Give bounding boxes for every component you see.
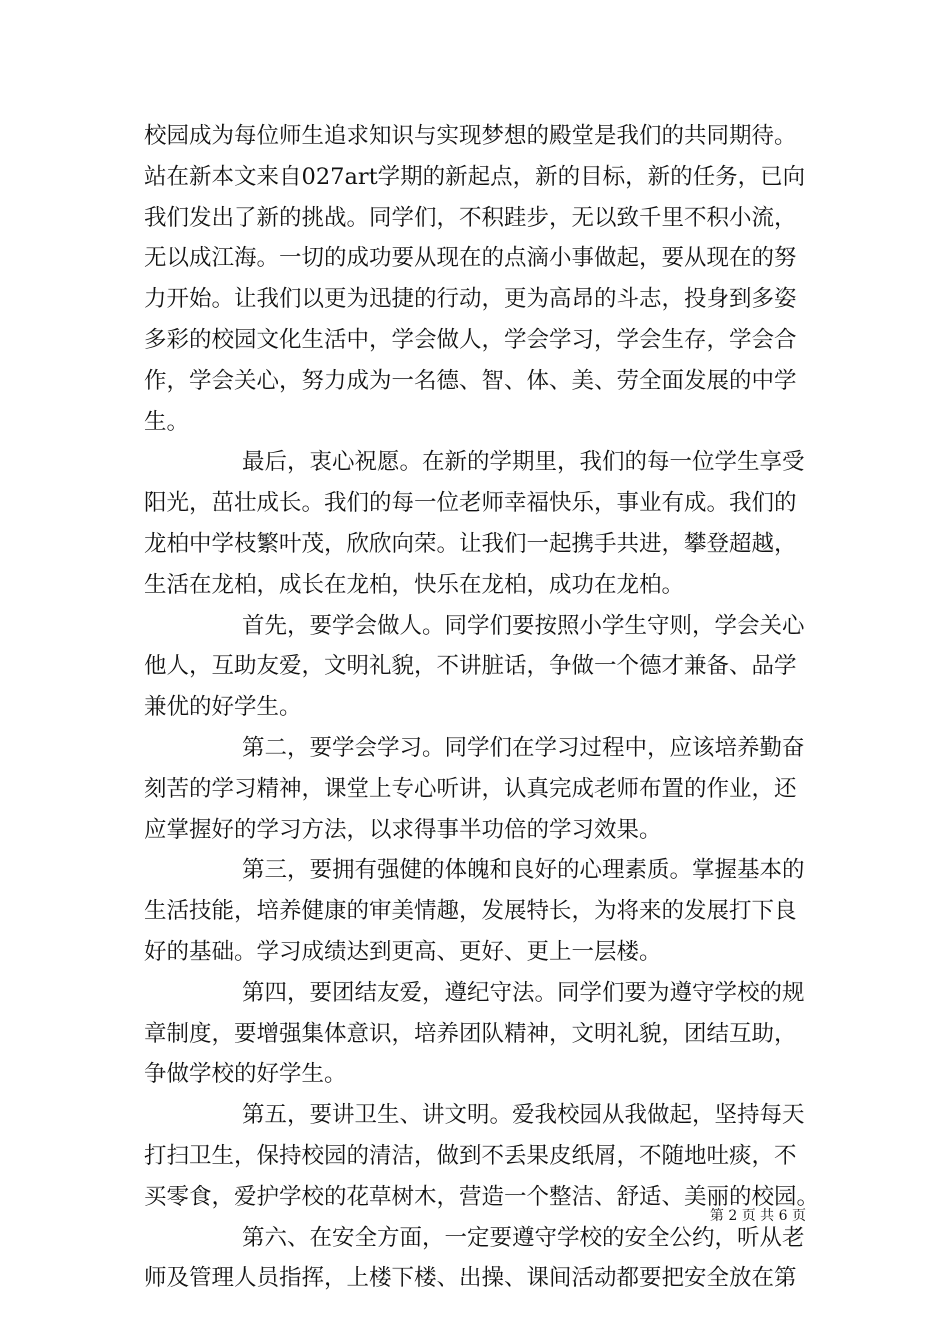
text-line: 作，学会关心，努力成为一名德、智、体、美、劳全面发展的中学 [144, 367, 797, 394]
text-line: 兼优的好学生。 [144, 694, 302, 721]
text-line: 生活技能，培养健康的审美情趣，发展特长，为将来的发展打下良 [144, 898, 797, 925]
text-line: 首先，要学会做人。同学们要按照小学生守则，学会关心 [242, 612, 805, 639]
text-line: 我们发出了新的挑战。同学们，不积跬步，无以致千里不积小流， [144, 204, 797, 231]
text-line: 第六、在安全方面，一定要遵守学校的安全公约，听从老 [242, 1224, 805, 1251]
body-text [144, 116, 820, 1299]
text-line: 第五，要讲卫生、讲文明。爱我校园从我做起，坚持每天 [242, 1102, 805, 1129]
text-line: 第四，要团结友爱，遵纪守法。同学们要为遵守学校的规 [242, 979, 805, 1006]
text-line: 他人，互助友爱，文明礼貌，不讲脏话，争做一个德才兼备、品学 [144, 653, 797, 680]
text-line: 无以成江海。一切的成功要从现在的点滴小事做起，要从现在的努 [144, 245, 797, 272]
text-line: 第二，要学会学习。同学们在学习过程中，应该培养勤奋 [242, 734, 805, 761]
text-line: 买零食，爱护学校的花草树木，营造一个整洁、舒适、美丽的校园。 [144, 1183, 820, 1210]
text-line: 应掌握好的学习方法，以求得事半功倍的学习效果。 [144, 816, 662, 843]
text-line: 好的基础。学习成绩达到更高、更好、更上一层楼。 [144, 938, 662, 965]
text-line: 最后，衷心祝愿。在新的学期里，我们的每一位学生享受 [242, 449, 805, 476]
text-line: 章制度，要增强集体意识，培养团队精神，文明礼貌，团结互助， [144, 1020, 797, 1047]
page-number: 第 2 页 共 6 页 [709, 1208, 806, 1224]
text-line: 龙柏中学枝繁叶茂，欣欣向荣。让我们一起携手共进，攀登超越， [144, 530, 797, 557]
text-line: 争做学校的好学生。 [144, 1061, 347, 1088]
text-line: 打扫卫生，保持校园的清洁，做到不丢果皮纸屑，不随地吐痰，不 [144, 1142, 797, 1169]
text-line: 师及管理人员指挥，上楼下楼、出操、课间活动都要把安全放在第 [144, 1265, 797, 1292]
text-line: 力开始。让我们以更为迅捷的行动，更为高昂的斗志，投身到多姿 [144, 286, 797, 313]
text-line: 多彩的校园文化生活中，学会做人，学会学习，学会生存，学会合 [144, 326, 797, 353]
text-line: 生活在龙柏，成长在龙柏，快乐在龙柏，成功在龙柏。 [144, 571, 685, 598]
text-line: 生。 [144, 408, 190, 435]
text-line: 刻苦的学习精神，课堂上专心听讲，认真完成老师布置的作业，还 [144, 775, 797, 802]
text-line: 第三，要拥有强健的体魄和良好的心理素质。掌握基本的 [242, 857, 805, 884]
text-line: 站在新本文来自027art学期的新起点，新的目标，新的任务，已向 [144, 163, 806, 190]
text-line: 阳光，茁壮成长。我们的每一位老师幸福快乐，事业有成。我们的 [144, 490, 797, 517]
text-line: 校园成为每位师生追求知识与实现梦想的殿堂是我们的共同期待。 [144, 123, 797, 149]
